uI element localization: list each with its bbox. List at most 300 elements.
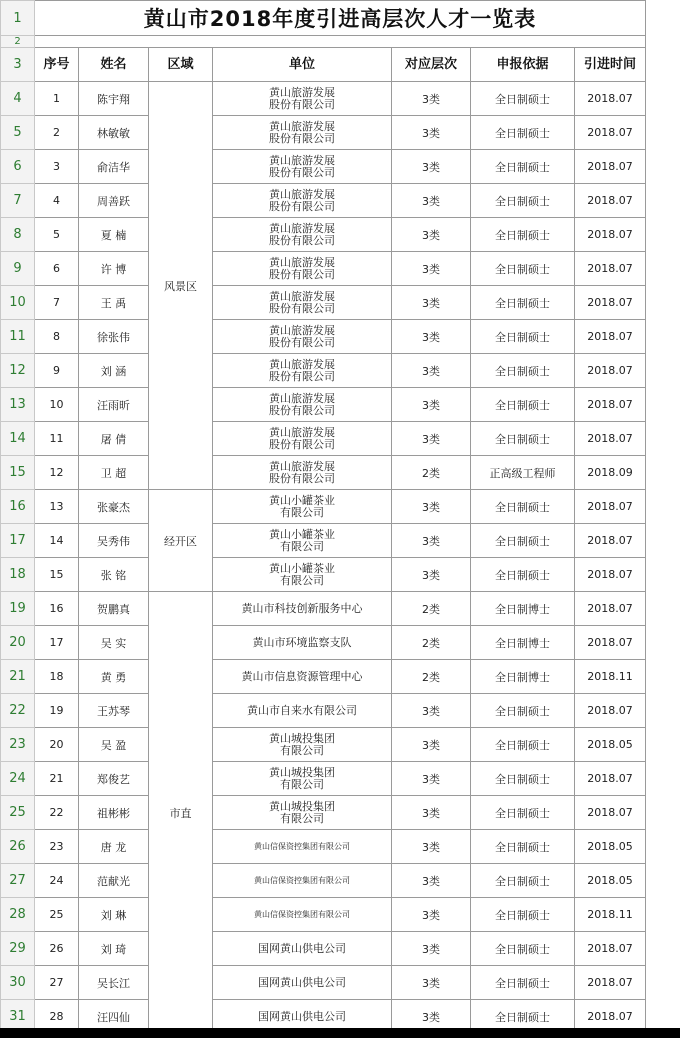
cell-name[interactable]: 林敏敏 xyxy=(79,116,149,150)
table-row xyxy=(1,218,680,252)
cell-time[interactable]: 2018.07 xyxy=(575,558,646,592)
cell-unit-line: 黄山城投集团 xyxy=(269,731,335,745)
header-seq[interactable]: 序号 xyxy=(35,48,79,82)
cell-unit[interactable]: 国网黄山供电公司 xyxy=(213,932,392,966)
cell-name[interactable]: 刘 涵 xyxy=(79,354,149,388)
empty-cell[interactable] xyxy=(646,796,680,830)
cell-region[interactable]: 市直 xyxy=(149,592,213,1034)
cell-unit-line: 股份有限公司 xyxy=(269,267,335,281)
cell-time[interactable]: 2018.07 xyxy=(575,966,646,1000)
cell-seq[interactable]: 23 xyxy=(35,830,79,864)
cell-level[interactable]: 3类 xyxy=(392,116,471,150)
empty-cell[interactable] xyxy=(646,524,680,558)
empty-cell[interactable] xyxy=(646,150,680,184)
row-number[interactable]: 2 xyxy=(1,36,35,48)
row-number[interactable]: 18 xyxy=(1,558,35,592)
empty-cell[interactable] xyxy=(646,694,680,728)
table-row xyxy=(1,898,680,932)
cell-basis[interactable]: 全日制硕士 xyxy=(471,762,575,796)
cell-name[interactable]: 贺鹏真 xyxy=(79,592,149,626)
cell-seq[interactable]: 27 xyxy=(35,966,79,1000)
cell-basis[interactable]: 全日制硕士 xyxy=(471,252,575,286)
cell-unit[interactable]: 黄山市环境监察支队 xyxy=(213,626,392,660)
cell-seq[interactable]: 11 xyxy=(35,422,79,456)
cell-basis[interactable]: 全日制博士 xyxy=(471,660,575,694)
cell-seq[interactable]: 15 xyxy=(35,558,79,592)
cell-name[interactable]: 吴长江 xyxy=(79,966,149,1000)
cell-time[interactable]: 2018.11 xyxy=(575,660,646,694)
cell-time[interactable]: 2018.05 xyxy=(575,830,646,864)
cell-basis[interactable]: 全日制硕士 xyxy=(471,796,575,830)
cell-seq[interactable]: 1 xyxy=(35,82,79,116)
cell-seq[interactable]: 25 xyxy=(35,898,79,932)
row-number[interactable]: 22 xyxy=(1,694,35,728)
empty-cell[interactable] xyxy=(646,490,680,524)
cell-unit-line: 股份有限公司 xyxy=(269,301,335,315)
cell-time[interactable]: 2018.07 xyxy=(575,82,646,116)
cell-region[interactable]: 经开区 xyxy=(149,490,213,592)
cell-unit[interactable] xyxy=(213,354,392,388)
row-number[interactable]: 31 xyxy=(1,1000,35,1034)
cell-basis[interactable]: 全日制硕士 xyxy=(471,388,575,422)
cell-seq[interactable]: 5 xyxy=(35,218,79,252)
cell-seq[interactable]: 3 xyxy=(35,150,79,184)
cell-name[interactable]: 王 禹 xyxy=(79,286,149,320)
empty-cell[interactable] xyxy=(646,320,680,354)
cell-unit-line: 股份有限公司 xyxy=(269,97,335,111)
cell-unit[interactable] xyxy=(213,286,392,320)
cell-name[interactable]: 汪雨昕 xyxy=(79,388,149,422)
empty-row[interactable] xyxy=(35,36,646,48)
cell-level[interactable]: 3类 xyxy=(392,558,471,592)
header-time[interactable]: 引进时间 xyxy=(575,48,646,82)
row-number[interactable]: 6 xyxy=(1,150,35,184)
cell-level[interactable]: 3类 xyxy=(392,252,471,286)
cell-level[interactable]: 2类 xyxy=(392,456,471,490)
table-row xyxy=(1,660,680,694)
cell-time[interactable]: 2018.07 xyxy=(575,150,646,184)
cell-level[interactable]: 3类 xyxy=(392,320,471,354)
cell-level[interactable]: 3类 xyxy=(392,218,471,252)
empty-cell[interactable] xyxy=(646,184,680,218)
cell-unit-line: 股份有限公司 xyxy=(269,403,335,417)
table-row xyxy=(1,796,680,830)
cell-unit[interactable]: 黄山市科技创新服务中心 xyxy=(213,592,392,626)
cell-unit[interactable] xyxy=(213,558,392,592)
cell-seq[interactable]: 14 xyxy=(35,524,79,558)
row-number[interactable]: 5 xyxy=(1,116,35,150)
cell-seq[interactable]: 22 xyxy=(35,796,79,830)
cell-time[interactable]: 2018.07 xyxy=(575,626,646,660)
row-number[interactable]: 24 xyxy=(1,762,35,796)
cell-unit-line: 黄山城投集团 xyxy=(269,765,335,779)
empty-cell[interactable] xyxy=(646,898,680,932)
empty-cell[interactable] xyxy=(646,422,680,456)
cell-level[interactable]: 3类 xyxy=(392,932,471,966)
row-number[interactable]: 30 xyxy=(1,966,35,1000)
cell-seq[interactable]: 4 xyxy=(35,184,79,218)
cell-unit[interactable] xyxy=(213,82,392,116)
row-number[interactable]: 9 xyxy=(1,252,35,286)
cell-time[interactable]: 2018.07 xyxy=(575,694,646,728)
cell-seq[interactable]: 9 xyxy=(35,354,79,388)
cell-unit-line: 股份有限公司 xyxy=(269,335,335,349)
cell-basis[interactable]: 全日制硕士 xyxy=(471,218,575,252)
cell-name[interactable]: 夏 楠 xyxy=(79,218,149,252)
empty-cell[interactable] xyxy=(646,36,680,48)
empty-cell[interactable] xyxy=(646,728,680,762)
row-number[interactable]: 16 xyxy=(1,490,35,524)
cell-seq[interactable]: 2 xyxy=(35,116,79,150)
table-row xyxy=(1,354,680,388)
table-row xyxy=(1,82,680,116)
cell-unit[interactable]: 国网黄山供电公司 xyxy=(213,1000,392,1034)
cell-name[interactable]: 许 博 xyxy=(79,252,149,286)
cell-unit-line: 有限公司 xyxy=(280,505,324,519)
cell-level[interactable]: 3类 xyxy=(392,490,471,524)
table-row xyxy=(1,694,680,728)
row-number[interactable]: 12 xyxy=(1,354,35,388)
cell-name[interactable]: 吴秀伟 xyxy=(79,524,149,558)
cell-time[interactable]: 2018.07 xyxy=(575,592,646,626)
cell-basis[interactable]: 全日制硕士 xyxy=(471,728,575,762)
cell-name[interactable]: 范献光 xyxy=(79,864,149,898)
table-row xyxy=(1,252,680,286)
cell-unit[interactable]: 黄山信保资控集团有限公司 xyxy=(213,864,392,898)
cell-unit[interactable]: 黄山信保资控集团有限公司 xyxy=(213,898,392,932)
cell-time[interactable]: 2018.09 xyxy=(575,456,646,490)
table-row xyxy=(1,932,680,966)
cell-unit-line: 有限公司 xyxy=(280,539,324,553)
cell-time[interactable]: 2018.07 xyxy=(575,184,646,218)
table-row xyxy=(1,116,680,150)
header-basis[interactable]: 申报依据 xyxy=(471,48,575,82)
cell-basis[interactable]: 全日制硕士 xyxy=(471,286,575,320)
cell-time[interactable]: 2018.07 xyxy=(575,252,646,286)
empty-cell[interactable] xyxy=(646,48,680,82)
cell-basis[interactable]: 全日制硕士 xyxy=(471,184,575,218)
cell-basis[interactable]: 全日制硕士 xyxy=(471,150,575,184)
cell-unit[interactable] xyxy=(213,524,392,558)
cell-level[interactable]: 3类 xyxy=(392,898,471,932)
cell-unit-line: 黄山旅游发展 xyxy=(269,255,335,269)
cell-level[interactable]: 3类 xyxy=(392,864,471,898)
cell-time[interactable]: 2018.07 xyxy=(575,796,646,830)
cell-unit-line: 黄山城投集团 xyxy=(269,799,335,813)
row-number[interactable]: 10 xyxy=(1,286,35,320)
cell-seq[interactable]: 16 xyxy=(35,592,79,626)
cell-name[interactable]: 吴 实 xyxy=(79,626,149,660)
cell-unit-line: 黄山小罐茶业 xyxy=(269,493,335,507)
cell-seq[interactable]: 8 xyxy=(35,320,79,354)
cell-seq[interactable]: 12 xyxy=(35,456,79,490)
cell-name[interactable]: 张豪杰 xyxy=(79,490,149,524)
cell-basis[interactable]: 全日制硕士 xyxy=(471,830,575,864)
cell-unit[interactable] xyxy=(213,320,392,354)
row-number[interactable]: 27 xyxy=(1,864,35,898)
cell-unit[interactable] xyxy=(213,456,392,490)
cell-region[interactable]: 风景区 xyxy=(149,82,213,490)
row-number[interactable]: 20 xyxy=(1,626,35,660)
cell-unit-line: 黄山旅游发展 xyxy=(269,425,335,439)
cell-name[interactable]: 俞洁华 xyxy=(79,150,149,184)
cell-level[interactable]: 2类 xyxy=(392,660,471,694)
table-row xyxy=(1,422,680,456)
table-row xyxy=(1,320,680,354)
cell-unit[interactable] xyxy=(213,150,392,184)
cell-basis[interactable]: 全日制博士 xyxy=(471,626,575,660)
cell-level[interactable]: 3类 xyxy=(392,354,471,388)
cell-level[interactable]: 3类 xyxy=(392,388,471,422)
table-row xyxy=(1,456,680,490)
empty-cell[interactable] xyxy=(646,388,680,422)
cell-time[interactable]: 2018.07 xyxy=(575,762,646,796)
empty-cell[interactable] xyxy=(646,830,680,864)
empty-cell[interactable] xyxy=(646,592,680,626)
cell-basis[interactable]: 全日制硕士 xyxy=(471,898,575,932)
cell-unit[interactable] xyxy=(213,116,392,150)
cell-seq[interactable]: 28 xyxy=(35,1000,79,1034)
cell-unit-line: 黄山旅游发展 xyxy=(269,323,335,337)
cell-unit[interactable] xyxy=(213,762,392,796)
empty-cell[interactable] xyxy=(646,558,680,592)
cell-unit-line: 有限公司 xyxy=(280,777,324,791)
cell-name[interactable]: 祖彬彬 xyxy=(79,796,149,830)
empty-cell[interactable] xyxy=(646,116,680,150)
cell-unit-line: 黄山旅游发展 xyxy=(269,357,335,371)
cell-unit-line: 黄山小罐茶业 xyxy=(269,527,335,541)
cell-unit-line: 股份有限公司 xyxy=(269,199,335,213)
cell-basis[interactable]: 全日制硕士 xyxy=(471,422,575,456)
row-number[interactable]: 3 xyxy=(1,48,35,82)
cell-level[interactable]: 3类 xyxy=(392,830,471,864)
cell-level[interactable]: 3类 xyxy=(392,694,471,728)
table-row xyxy=(1,150,680,184)
cell-seq[interactable]: 6 xyxy=(35,252,79,286)
cell-name[interactable]: 吴 盈 xyxy=(79,728,149,762)
table-row xyxy=(1,626,680,660)
cell-unit[interactable] xyxy=(213,796,392,830)
cell-name[interactable]: 王苏琴 xyxy=(79,694,149,728)
row-number[interactable]: 21 xyxy=(1,660,35,694)
header-level[interactable]: 对应层次 xyxy=(392,48,471,82)
cell-level[interactable]: 3类 xyxy=(392,796,471,830)
cell-name[interactable]: 唐 龙 xyxy=(79,830,149,864)
cell-unit[interactable] xyxy=(213,218,392,252)
row-number[interactable]: 23 xyxy=(1,728,35,762)
cell-seq[interactable]: 20 xyxy=(35,728,79,762)
empty-cell[interactable] xyxy=(646,354,680,388)
cell-level[interactable]: 3类 xyxy=(392,762,471,796)
empty-cell[interactable] xyxy=(646,864,680,898)
empty-cell[interactable] xyxy=(646,456,680,490)
empty-cell[interactable] xyxy=(646,932,680,966)
cell-time[interactable]: 2018.07 xyxy=(575,320,646,354)
table-row xyxy=(1,490,680,524)
cell-unit-line: 股份有限公司 xyxy=(269,471,335,485)
cell-name[interactable]: 陈宇翔 xyxy=(79,82,149,116)
cell-name[interactable]: 汪四仙 xyxy=(79,1000,149,1034)
cell-seq[interactable]: 10 xyxy=(35,388,79,422)
row-number[interactable]: 29 xyxy=(1,932,35,966)
cell-unit[interactable]: 黄山市自来水有限公司 xyxy=(213,694,392,728)
table-row xyxy=(1,728,680,762)
header-unit[interactable]: 单位 xyxy=(213,48,392,82)
cell-seq[interactable]: 18 xyxy=(35,660,79,694)
header-name[interactable]: 姓名 xyxy=(79,48,149,82)
cell-level[interactable]: 3类 xyxy=(392,1000,471,1034)
table-row xyxy=(1,762,680,796)
empty-cell[interactable] xyxy=(646,1,680,36)
cell-basis[interactable]: 全日制硕士 xyxy=(471,82,575,116)
cell-unit-line: 股份有限公司 xyxy=(269,369,335,383)
cell-time[interactable]: 2018.07 xyxy=(575,286,646,320)
cell-unit-line: 黄山旅游发展 xyxy=(269,289,335,303)
row-number[interactable]: 7 xyxy=(1,184,35,218)
cell-basis[interactable]: 全日制硕士 xyxy=(471,524,575,558)
cell-unit-line: 黄山旅游发展 xyxy=(269,391,335,405)
empty-cell[interactable] xyxy=(646,660,680,694)
cell-unit-line: 股份有限公司 xyxy=(269,131,335,145)
row-number[interactable]: 17 xyxy=(1,524,35,558)
row-number[interactable]: 19 xyxy=(1,592,35,626)
cell-unit[interactable]: 国网黄山供电公司 xyxy=(213,966,392,1000)
cell-basis[interactable]: 全日制硕士 xyxy=(471,116,575,150)
row-number[interactable]: 8 xyxy=(1,218,35,252)
table-row xyxy=(1,592,680,626)
cell-name[interactable]: 刘 琦 xyxy=(79,932,149,966)
cell-name[interactable]: 刘 琳 xyxy=(79,898,149,932)
cell-seq[interactable]: 7 xyxy=(35,286,79,320)
cell-basis[interactable]: 全日制硕士 xyxy=(471,354,575,388)
header-region[interactable]: 区域 xyxy=(149,48,213,82)
cell-basis[interactable]: 正高级工程师 xyxy=(471,456,575,490)
cell-basis[interactable]: 全日制硕士 xyxy=(471,932,575,966)
empty-cell[interactable] xyxy=(646,966,680,1000)
cell-unit-line: 股份有限公司 xyxy=(269,437,335,451)
cell-name[interactable]: 黄 勇 xyxy=(79,660,149,694)
cell-unit-line: 有限公司 xyxy=(280,573,324,587)
row-number[interactable]: 26 xyxy=(1,830,35,864)
cell-unit[interactable] xyxy=(213,388,392,422)
cell-time[interactable]: 2018.07 xyxy=(575,354,646,388)
cell-name[interactable]: 郑俊艺 xyxy=(79,762,149,796)
cell-unit-line: 黄山旅游发展 xyxy=(269,119,335,133)
cell-time[interactable]: 2018.05 xyxy=(575,728,646,762)
cell-level[interactable]: 3类 xyxy=(392,286,471,320)
cell-basis[interactable]: 全日制硕士 xyxy=(471,490,575,524)
table-row xyxy=(1,966,680,1000)
cell-unit[interactable]: 黄山市信息资源管理中心 xyxy=(213,660,392,694)
cell-basis[interactable]: 全日制硕士 xyxy=(471,694,575,728)
table-row xyxy=(1,286,680,320)
cell-unit[interactable] xyxy=(213,728,392,762)
cell-seq[interactable]: 19 xyxy=(35,694,79,728)
cell-time[interactable]: 2018.07 xyxy=(575,218,646,252)
cell-level[interactable]: 3类 xyxy=(392,422,471,456)
table-row xyxy=(1,524,680,558)
empty-cell[interactable] xyxy=(646,762,680,796)
cell-unit-line: 黄山旅游发展 xyxy=(269,85,335,99)
cell-unit-line: 黄山旅游发展 xyxy=(269,221,335,235)
cell-name[interactable]: 卫 超 xyxy=(79,456,149,490)
cell-name[interactable]: 周善跃 xyxy=(79,184,149,218)
cell-time[interactable]: 2018.07 xyxy=(575,116,646,150)
row-number[interactable]: 14 xyxy=(1,422,35,456)
cell-time[interactable]: 2018.07 xyxy=(575,524,646,558)
cell-name[interactable]: 徐张伟 xyxy=(79,320,149,354)
row-number[interactable]: 11 xyxy=(1,320,35,354)
cell-unit-line: 黄山小罐茶业 xyxy=(269,561,335,575)
cell-time[interactable]: 2018.07 xyxy=(575,1000,646,1034)
empty-cell[interactable] xyxy=(646,218,680,252)
row-number[interactable]: 13 xyxy=(1,388,35,422)
cell-time[interactable]: 2018.07 xyxy=(575,422,646,456)
sheet-title[interactable]: 黄山市2018年度引进高层次人才一览表 xyxy=(35,1,646,36)
cell-basis[interactable]: 全日制硕士 xyxy=(471,864,575,898)
empty-cell[interactable] xyxy=(646,286,680,320)
cell-unit-line: 有限公司 xyxy=(280,743,324,757)
cell-unit[interactable] xyxy=(213,490,392,524)
bottom-bar xyxy=(0,1028,680,1038)
row-number[interactable]: 15 xyxy=(1,456,35,490)
cell-level[interactable]: 3类 xyxy=(392,150,471,184)
cell-seq[interactable]: 26 xyxy=(35,932,79,966)
cell-level[interactable]: 3类 xyxy=(392,728,471,762)
row-number[interactable]: 28 xyxy=(1,898,35,932)
row-number[interactable]: 4 xyxy=(1,82,35,116)
cell-level[interactable]: 2类 xyxy=(392,592,471,626)
cell-seq[interactable]: 24 xyxy=(35,864,79,898)
cell-name[interactable]: 张 铭 xyxy=(79,558,149,592)
cell-level[interactable]: 3类 xyxy=(392,184,471,218)
cell-basis[interactable]: 全日制硕士 xyxy=(471,966,575,1000)
cell-time[interactable]: 2018.07 xyxy=(575,388,646,422)
cell-basis[interactable]: 全日制硕士 xyxy=(471,558,575,592)
cell-seq[interactable]: 17 xyxy=(35,626,79,660)
cell-seq[interactable]: 21 xyxy=(35,762,79,796)
cell-time[interactable]: 2018.05 xyxy=(575,864,646,898)
cell-level[interactable]: 2类 xyxy=(392,626,471,660)
cell-level[interactable]: 3类 xyxy=(392,966,471,1000)
empty-cell[interactable] xyxy=(646,82,680,116)
cell-basis[interactable]: 全日制硕士 xyxy=(471,1000,575,1034)
cell-time[interactable]: 2018.07 xyxy=(575,490,646,524)
table-row xyxy=(1,558,680,592)
row-number[interactable]: 1 xyxy=(1,1,35,36)
cell-unit-line: 黄山旅游发展 xyxy=(269,153,335,167)
cell-unit[interactable] xyxy=(213,252,392,286)
cell-unit[interactable]: 黄山信保资控集团有限公司 xyxy=(213,830,392,864)
cell-level[interactable]: 3类 xyxy=(392,524,471,558)
cell-name[interactable]: 屠 倩 xyxy=(79,422,149,456)
empty-cell[interactable] xyxy=(646,626,680,660)
cell-time[interactable]: 2018.07 xyxy=(575,932,646,966)
cell-basis[interactable]: 全日制博士 xyxy=(471,592,575,626)
cell-unit-line: 黄山旅游发展 xyxy=(269,187,335,201)
cell-time[interactable]: 2018.11 xyxy=(575,898,646,932)
cell-basis[interactable]: 全日制硕士 xyxy=(471,320,575,354)
empty-cell[interactable] xyxy=(646,252,680,286)
table-row xyxy=(1,184,680,218)
cell-unit[interactable] xyxy=(213,422,392,456)
cell-unit[interactable] xyxy=(213,184,392,218)
cell-seq[interactable]: 13 xyxy=(35,490,79,524)
row-number[interactable]: 25 xyxy=(1,796,35,830)
cell-unit-line: 有限公司 xyxy=(280,811,324,825)
cell-level[interactable]: 3类 xyxy=(392,82,471,116)
cell-unit-line: 股份有限公司 xyxy=(269,233,335,247)
